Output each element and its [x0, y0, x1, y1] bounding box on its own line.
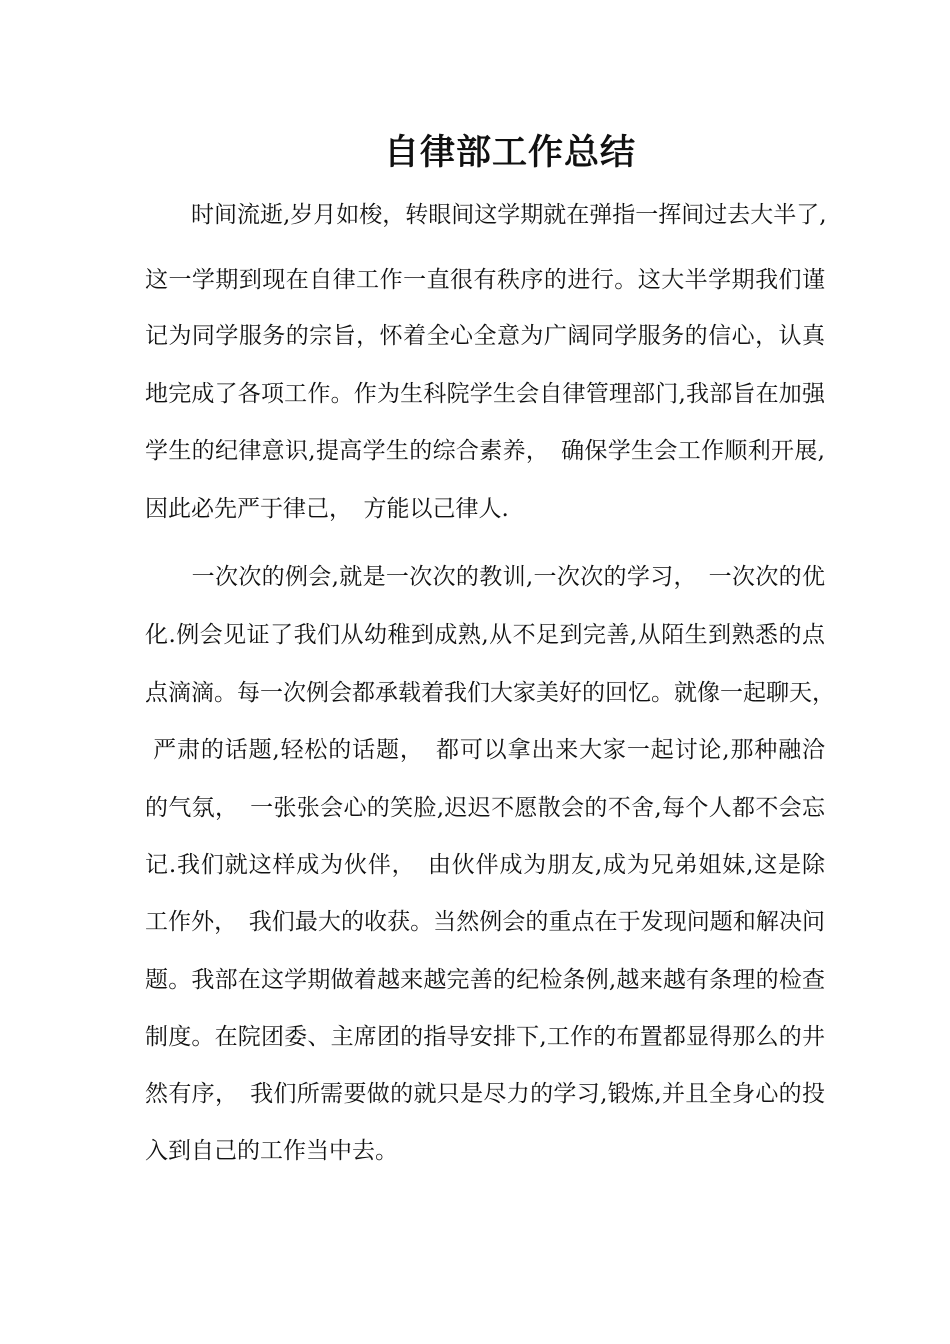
paragraph-2-line-2: 化.例会见证了我们从幼稚到成熟,从不足到完善,从陌生到熟悉的点: [145, 622, 825, 648]
paragraph-2-line-7: 工作外， 我们最大的收获。当然例会的重点在于发现问题和解决问: [145, 909, 825, 935]
paragraph-2-line-4: 严肃的话题,轻松的话题， 都可以拿出来大家一起讨论,那种融洽: [145, 737, 825, 763]
paragraph-2-line-11: 入到自己的工作当中去。: [145, 1138, 398, 1164]
paragraph-2-line-1: 一次次的例会,就是一次次的教训,一次次的学习， 一次次的优: [145, 564, 825, 590]
paragraph-2-line-10: 然有序， 我们所需要做的就只是尽力的学习,锻炼,并且全身心的投: [145, 1081, 825, 1107]
paragraph-1-line-4: 地完成了各项工作。作为生科院学生会自律管理部门,我部旨在加强: [145, 381, 825, 407]
paragraph-2-line-8: 题。我部在这学期做着越来越完善的纪检条例,越来越有条理的检查: [145, 967, 825, 993]
paragraph-2-line-6: 记.我们就这样成为伙伴， 由伙伴成为朋友,成为兄弟姐妹,这是除: [145, 852, 825, 878]
paragraph-1-line-1: 时间流逝,岁月如梭，转眼间这学期就在弹指一挥间过去大半了,: [145, 202, 827, 228]
paragraph-2-line-9: 制度。在院团委、主席团的指导安排下,工作的布置都显得那么的井: [145, 1024, 825, 1050]
paragraph-1-line-6: 因此必先严于律己， 方能以己律人.: [145, 496, 509, 522]
paragraph-1-line-5: 学生的纪律意识,提高学生的综合素养， 确保学生会工作顺利开展,: [145, 438, 825, 464]
paragraph-2-line-5: 的气氛， 一张张会心的笑脸,迟迟不愿散会的不舍,每个人都不会忘: [145, 795, 825, 821]
paragraph-1-line-2: 这一学期到现在自律工作一直很有秩序的进行。这大半学期我们谨: [145, 267, 825, 293]
document-title: 自律部工作总结: [383, 133, 636, 173]
paragraph-2-line-3: 点滴滴。每一次例会都承载着我们大家美好的回忆。就像一起聊天，: [145, 680, 835, 706]
paragraph-1-line-3: 记为同学服务的宗旨，怀着全心全意为广阔同学服务的信心，认真: [145, 323, 825, 349]
